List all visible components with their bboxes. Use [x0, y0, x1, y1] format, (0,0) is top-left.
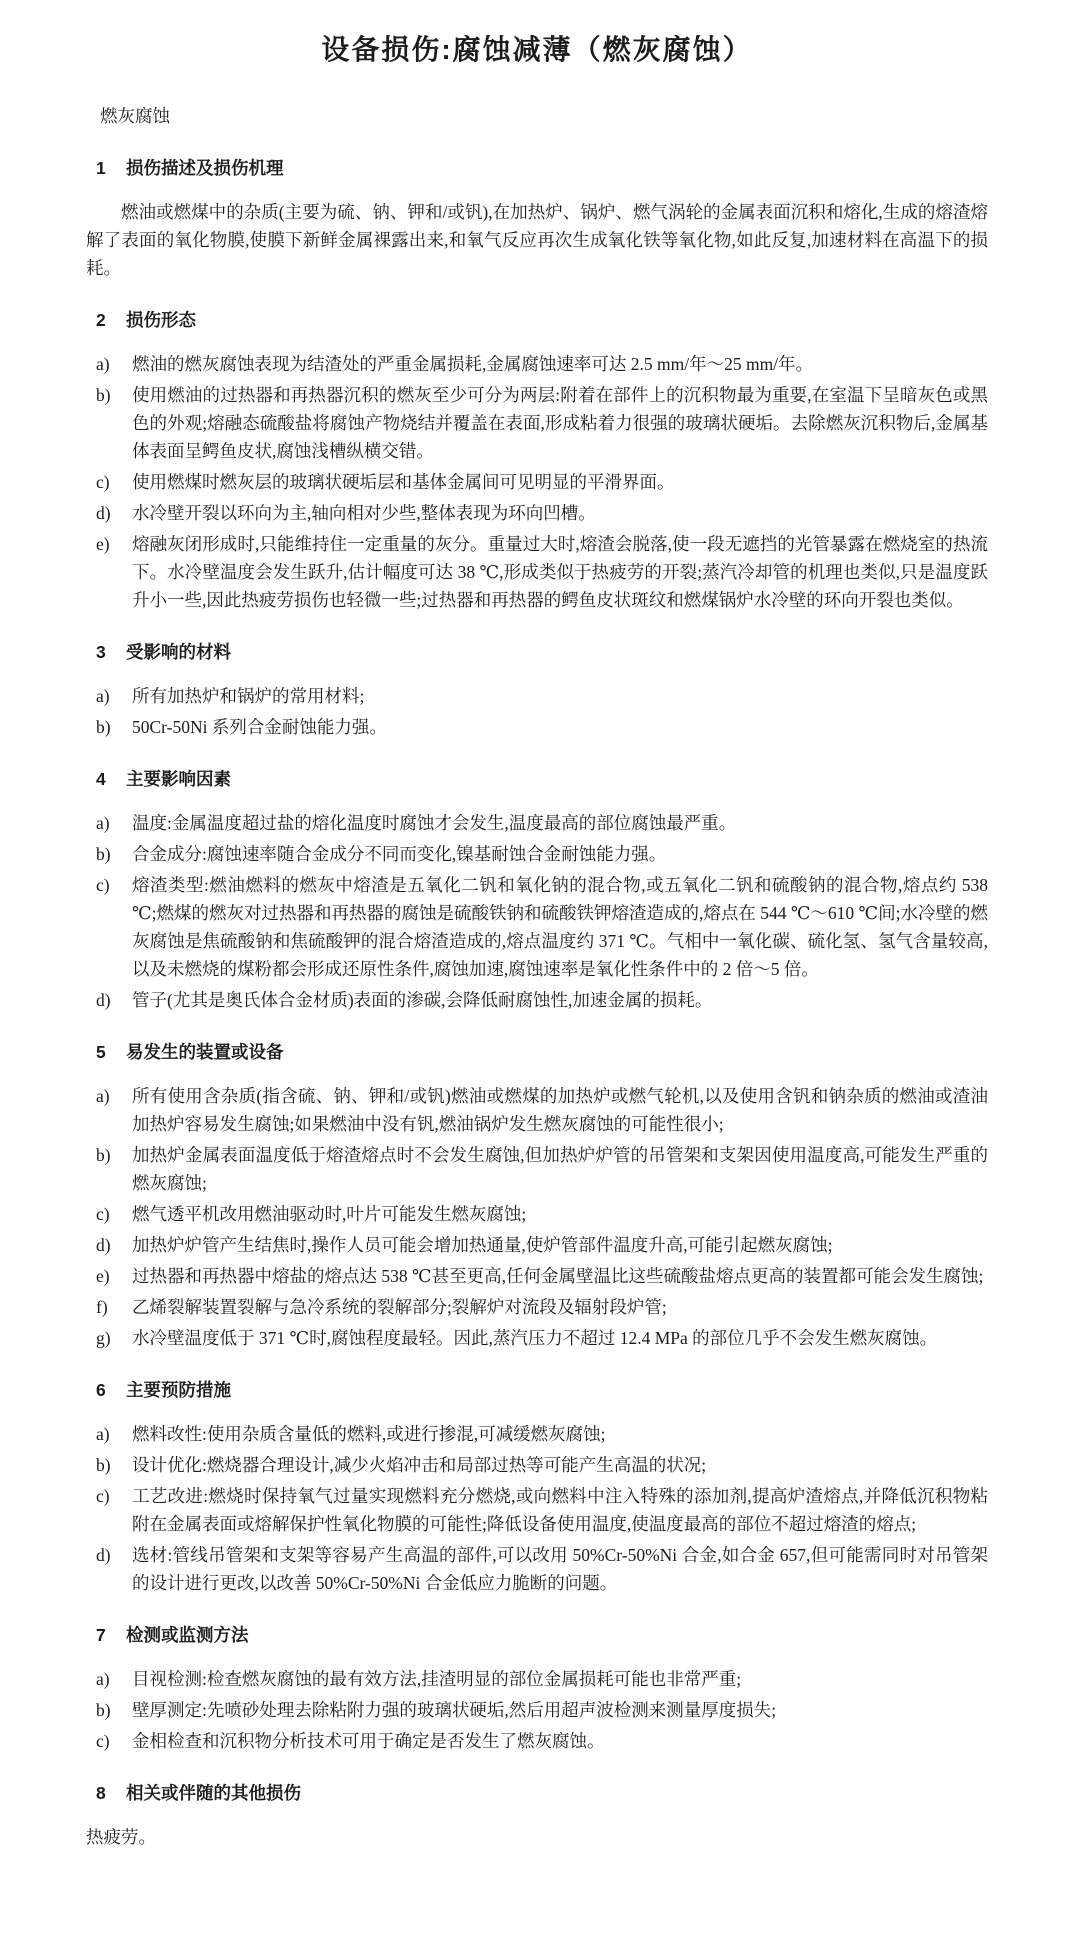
list-item	[96, 713, 988, 741]
list-item	[96, 871, 988, 983]
section-number: 2	[96, 310, 106, 331]
item-text: 金相检查和沉积物分析技术可用于确定是否发生了燃灰腐蚀。	[132, 1731, 605, 1752]
list-item	[96, 986, 988, 1014]
list-item	[96, 1082, 988, 1138]
item-label: a)	[96, 1086, 110, 1107]
item-label: d)	[96, 503, 111, 524]
section-number: 5	[96, 1042, 106, 1063]
section-title: 受影响的材料	[126, 642, 231, 663]
item-text: 水冷壁开裂以环向为主,轴向相对少些,整体表现为环向凹槽。	[132, 503, 596, 524]
list-item	[96, 1451, 988, 1479]
item-text: 乙烯裂解装置裂解与急冷系统的裂解部分;裂解炉对流段及辐射段炉管;	[132, 1297, 667, 1318]
item-text: 使用燃油的过热器和再热器沉积的燃灰至少可分为两层:附着在部件上的沉积物最为重要,在室温下呈暗灰色或黑色的外观;熔融态硫酸盐将腐蚀产物烧结并覆盖在表面,形成粘着力很强的玻璃状硬垢。去除燃灰沉积物后,金属基体表面呈鳄鱼皮状,腐蚀浅槽纵横交错。	[132, 385, 988, 462]
item-text: 加热炉金属表面温度低于熔渣熔点时不会发生腐蚀,但加热炉炉管的吊管架和支架因使用温度高,可能发生严重的燃灰腐蚀;	[132, 1145, 988, 1194]
item-label: d)	[96, 1545, 111, 1566]
item-text: 50Cr-50Ni 系列合金耐蚀能力强。	[132, 717, 387, 738]
page-title: 设备损伤:腐蚀减薄（燃灰腐蚀）	[321, 34, 753, 65]
item-text: 加热炉炉管产生结焦时,操作人员可能会增加热通量,使炉管部件温度升高,可能引起燃灰腐蚀;	[132, 1235, 833, 1256]
section-2	[86, 306, 988, 614]
section-heading	[96, 1779, 988, 1807]
list-item	[96, 350, 988, 378]
item-text: 燃气透平机改用燃油驱动时,叶片可能发生燃灰腐蚀;	[132, 1204, 527, 1225]
list-item	[96, 809, 988, 837]
item-text: 燃油的燃灰腐蚀表现为结渣处的严重金属损耗,金属腐蚀速率可达 2.5 mm/年～25 mm/年。	[132, 354, 814, 375]
section-title: 易发生的装置或设备	[126, 1042, 284, 1063]
list-item	[96, 381, 988, 465]
item-text: 所有使用含杂质(指含硫、钠、钾和/或钒)燃油或燃煤的加热炉或燃气轮机,以及使用含钒和钠杂质的燃油或渣油加热炉容易发生腐蚀;如果燃油中没有钒,燃油锅炉发生燃灰腐蚀的可能性很小;	[132, 1086, 988, 1135]
list-item	[96, 1293, 988, 1321]
item-label: a)	[96, 354, 110, 375]
section-6	[86, 1376, 988, 1597]
section-title: 损伤形态	[126, 310, 196, 331]
item-label: f)	[96, 1297, 108, 1318]
section-heading	[96, 154, 988, 182]
item-label: c)	[96, 1731, 110, 1752]
item-text: 合金成分:腐蚀速率随合金成分不同而变化,镍基耐蚀合金耐蚀能力强。	[132, 844, 667, 865]
subtitle: 燃灰腐蚀	[100, 106, 170, 127]
list-item	[96, 1541, 988, 1597]
item-label: a)	[96, 813, 110, 834]
section-5	[86, 1038, 988, 1352]
section-title: 主要预防措施	[126, 1380, 231, 1401]
item-label: b)	[96, 1145, 111, 1166]
item-label: e)	[96, 1266, 110, 1287]
item-label: c)	[96, 472, 110, 493]
section-heading	[96, 1038, 988, 1066]
item-text: 燃料改性:使用杂质含量低的燃料,或进行掺混,可减缓燃灰腐蚀;	[132, 1424, 606, 1445]
item-label: e)	[96, 534, 110, 555]
item-text: 选材:管线吊管架和支架等容易产生高温的部件,可以改用 50%Cr-50%Ni 合金,如合金 657,但可能需同时对吊管架的设计进行更改,以改善 50%Cr-50%Ni 合金低应力脆断的问题。	[132, 1545, 988, 1594]
list-item	[96, 499, 988, 527]
item-text: 管子(尤其是奥氏体合金材质)表面的渗碳,会降低耐腐蚀性,加速金属的损耗。	[132, 990, 713, 1011]
item-text: 所有加热炉和锅炉的常用材料;	[132, 686, 365, 707]
item-label: a)	[96, 1424, 110, 1445]
list-item	[96, 530, 988, 614]
list-item	[96, 1665, 988, 1693]
section-1	[86, 154, 988, 282]
list-item	[96, 1200, 988, 1228]
section-heading	[96, 638, 988, 666]
section-3	[86, 638, 988, 741]
section-title: 损伤描述及损伤机理	[126, 158, 284, 179]
section-7	[86, 1621, 988, 1755]
list-item	[96, 1727, 988, 1755]
section-heading	[96, 1621, 988, 1649]
item-text: 壁厚测定:先喷砂处理去除粘附力强的玻璃状硬垢,然后用超声波检测来测量厚度损失;	[132, 1700, 777, 1721]
item-text: 设计优化:燃烧器合理设计,减少火焰冲击和局部过热等可能产生高温的状况;	[132, 1455, 707, 1476]
item-label: d)	[96, 1235, 111, 1256]
list-item	[96, 1262, 988, 1290]
item-label: b)	[96, 844, 111, 865]
item-text: 过热器和再热器中熔盐的熔点达 538 ℃甚至更高,任何金属壁温比这些硫酸盐熔点更高的装置都可能会发生腐蚀;	[132, 1266, 984, 1287]
item-label: c)	[96, 1204, 110, 1225]
item-label: c)	[96, 875, 110, 896]
section-number: 4	[96, 769, 106, 790]
list-item	[96, 1324, 988, 1352]
item-label: b)	[96, 1455, 111, 1476]
item-label: c)	[96, 1486, 110, 1507]
item-text: 使用燃煤时燃灰层的玻璃状硬垢层和基体金属间可见明显的平滑界面。	[132, 472, 675, 493]
section-paragraph: 热疲劳。	[86, 1827, 156, 1848]
section-title: 主要影响因素	[126, 769, 231, 790]
section-title: 相关或伴随的其他损伤	[126, 1783, 301, 1804]
item-label: a)	[96, 1669, 110, 1690]
list-item	[96, 1141, 988, 1197]
item-label: g)	[96, 1328, 111, 1349]
section-number: 6	[96, 1380, 106, 1401]
item-label: b)	[96, 385, 111, 406]
list-item	[96, 682, 988, 710]
item-text: 目视检测:检查燃灰腐蚀的最有效方法,挂渣明显的部位金属损耗可能也非常严重;	[132, 1669, 742, 1690]
item-text: 熔融灰闭形成时,只能维持住一定重量的灰分。重量过大时,熔渣会脱落,使一段无遮挡的光管暴露在燃烧室的热流下。水冷壁温度会发生跃升,估计幅度可达 38 ℃,形成类似于热疲劳的开裂;蒸汽冷却管的机理也类似,只是温度跃升小一些,因此热疲劳损伤也轻微一些;过热器和再热器的鳄鱼皮状斑纹和燃煤锅炉水冷壁的环向开裂也类似。	[132, 534, 988, 611]
section-heading	[96, 306, 988, 334]
section-heading	[96, 1376, 988, 1404]
list-item	[96, 1482, 988, 1538]
list-item	[96, 468, 988, 496]
section-number: 7	[96, 1625, 106, 1646]
item-text: 温度:金属温度超过盐的熔化温度时腐蚀才会发生,温度最高的部位腐蚀最严重。	[132, 813, 737, 834]
list-item	[96, 1696, 988, 1724]
section-title: 检测或监测方法	[126, 1625, 249, 1646]
item-text: 水冷壁温度低于 371 ℃时,腐蚀程度最轻。因此,蒸汽压力不超过 12.4 MPa 的部位几乎不会发生燃灰腐蚀。	[132, 1328, 938, 1349]
item-label: b)	[96, 717, 111, 738]
section-heading	[96, 765, 988, 793]
item-label: a)	[96, 686, 110, 707]
item-text: 熔渣类型:燃油燃料的燃灰中熔渣是五氧化二钒和氧化钠的混合物,或五氧化二钒和硫酸钠的混合物,熔点约 538 ℃;燃煤的燃灰对过热器和再热器的腐蚀是硫酸铁钠和硫酸铁钾熔渣造成的,熔点在 544 ℃～610 ℃间;水冷壁的燃灰腐蚀是焦硫酸钠和焦硫酸钾的混合熔渣造成的,熔点温度约 371 ℃。气相中一氧化碳、硫化氢、氢气含量较高,以及未燃烧的煤粉都会形成还原性条件,腐蚀加速,腐蚀速率是氧化性条件中的 2 倍～5 倍。	[132, 875, 988, 980]
list-item	[96, 1231, 988, 1259]
section-4	[86, 765, 988, 1014]
section-number: 1	[96, 158, 106, 179]
section-paragraph: 燃油或燃煤中的杂质(主要为硫、钠、钾和/或钒),在加热炉、锅炉、燃气涡轮的金属表面沉积和熔化,生成的熔渣熔解了表面的氧化物膜,使膜下新鲜金属裸露出来,和氧气反应再次生成氧化铁等氧化物,如此反复,加速材料在高温下的损耗。	[86, 202, 988, 279]
list-item	[96, 840, 988, 868]
section-number: 3	[96, 642, 106, 663]
item-label: d)	[96, 990, 111, 1011]
section-number: 8	[96, 1783, 106, 1804]
section-8	[86, 1779, 988, 1851]
item-text: 工艺改进:燃烧时保持氧气过量实现燃料充分燃烧,或向燃料中注入特殊的添加剂,提高炉渣熔点,并降低沉积物粘附在金属表面或熔解保护性氧化物膜的可能性;降低设备使用温度,使温度最高的部位不超过熔渣的熔点;	[132, 1486, 988, 1535]
list-item	[96, 1420, 988, 1448]
item-label: b)	[96, 1700, 111, 1721]
